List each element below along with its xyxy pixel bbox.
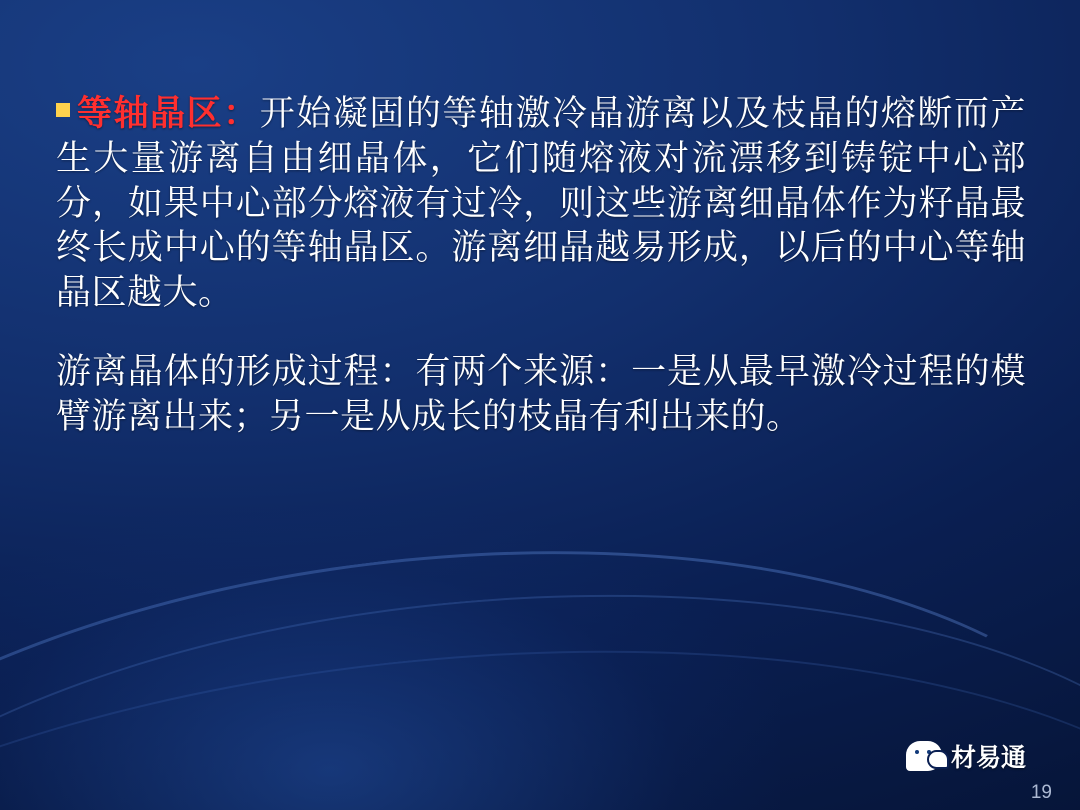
footer-brand: [906, 738, 1026, 774]
brand-name: 材易通: [950, 744, 1026, 772]
wechat-icon-dot-left: [915, 750, 919, 754]
bullet-square-icon: [56, 103, 70, 117]
paragraph-body: 开始凝固的等轴激冷晶游离以及枝晶的熔断而产生大量游离自由细晶体，它们随熔液对流漂移到铸锭中心部分，如果中心部分熔液有过冷，则这些游离细晶体作为籽晶最终长成中心的等轴晶区。游离细晶越易形成，以后的中心等轴晶区越大。: [56, 94, 1026, 313]
paragraph-free-crystal-formation: 游离晶体的形成过程：有两个来源：一是从最早激冷过程的模臂游离出来；另一是从成长的枝晶有利出来的。: [56, 351, 1026, 436]
page-number: 19: [1030, 782, 1052, 803]
slide-content: [56, 92, 1026, 466]
paragraph-equiaxed-zone: [56, 92, 1026, 316]
wechat-icon-dot-right: [927, 750, 931, 754]
wechat-icon: [906, 741, 942, 771]
paragraph-keyword: 等轴晶区：: [76, 94, 260, 133]
decorative-glow: [0, 510, 780, 810]
decorative-swoosh-3: [0, 573, 1080, 810]
